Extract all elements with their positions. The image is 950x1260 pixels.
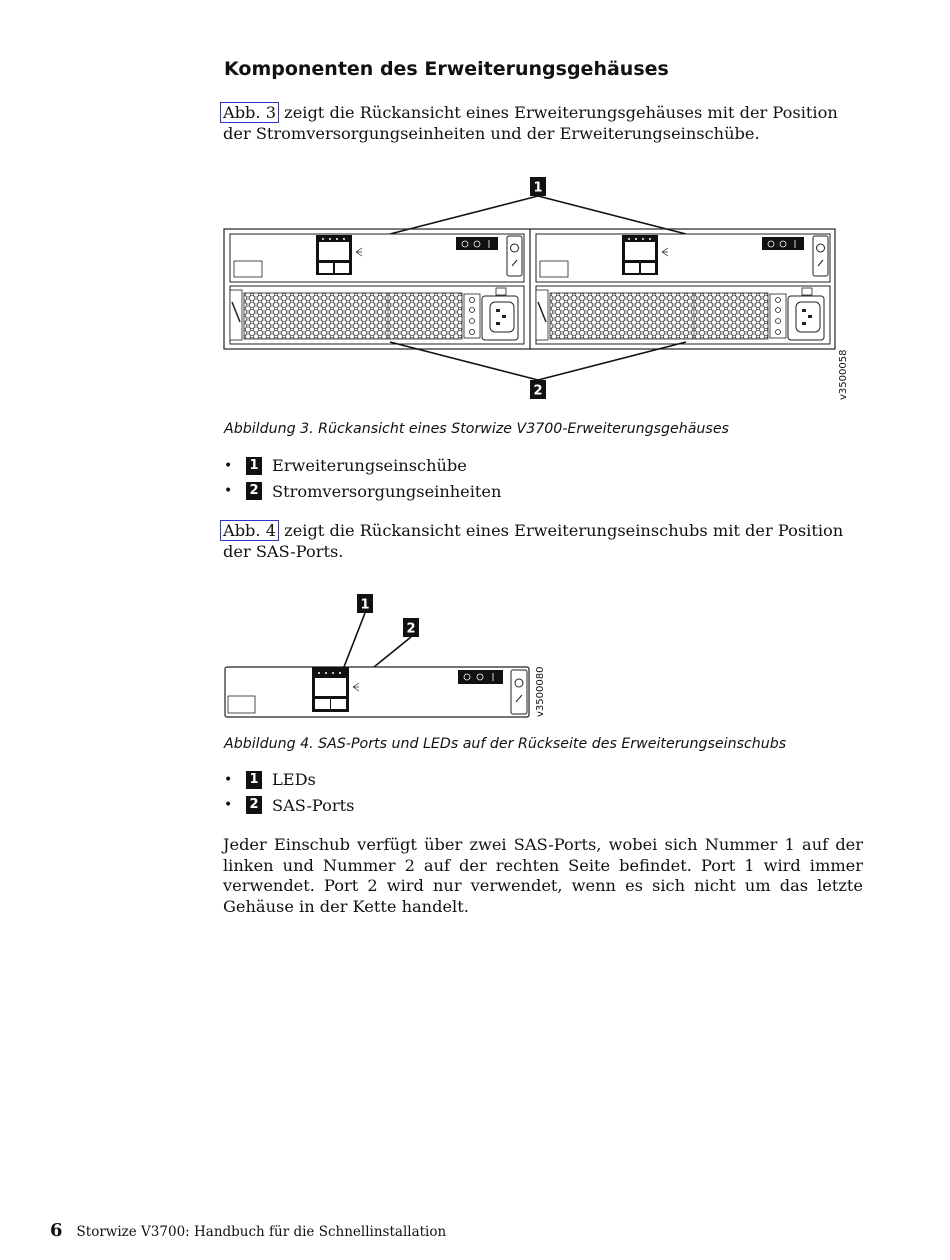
svg-text:1: 1 (533, 180, 543, 196)
svg-text:2: 2 (533, 383, 543, 399)
list-item: • 1 Erweiterungseinschübe (224, 456, 467, 476)
intro-paragraph-figure-3-text: zeigt die Rückansicht eines Erweiterungsgehäuses mit der Position der Stromversorgungseinheiten und der Erweiterungseinschübe. (223, 103, 838, 143)
page-number: 6 (50, 1220, 63, 1241)
figure-3-legend (224, 453, 501, 504)
svg-text:2: 2 (406, 621, 416, 637)
figure-4-id-label: v3500080 (535, 666, 546, 717)
figure-3-link[interactable]: Abb. 3 (220, 102, 279, 123)
page-footer (50, 1220, 446, 1241)
figure-4-link[interactable]: Abb. 4 (220, 520, 279, 541)
intro-paragraph-figure-4 (223, 521, 863, 562)
figure-3-rear-view (220, 172, 860, 404)
footer-title: Storwize V3700: Handbuch für die Schnellinstallation (76, 1224, 447, 1240)
figure-3-callout-2 (530, 380, 546, 399)
figure-4-legend (224, 767, 354, 818)
list-item: • 2 SAS-Ports (224, 795, 355, 815)
figure-3-id-label: v3500058 (838, 349, 849, 400)
figure-4-canister-rear (220, 590, 560, 722)
figure-3-caption: Abbildung 3. Rückansicht eines Storwize V3700-Erweiterungsgehäuses (224, 421, 729, 437)
figure-4-callout-2 (403, 618, 419, 637)
figure-4-caption: Abbildung 4. SAS-Ports und LEDs auf der Rückseite des Erweiterungseinschubs (224, 736, 787, 752)
intro-paragraph-figure-4-text: zeigt die Rückansicht eines Erweiterungseinschubs mit der Position der SAS-Ports. (223, 521, 844, 561)
figure-3-callout-1 (530, 177, 546, 196)
list-item: • 1 LEDs (224, 770, 316, 790)
sas-ports-paragraph: Jeder Einschub verfügt über zwei SAS-Ports, wobei sich Nummer 1 auf der linken und Nummer 2 auf der rechten Seite befindet. Port 1 wird immer verwendet. Port 2 wird nur verwendet, wenn es sich nicht um das letzte Gehäuse in der Kette handelt. (223, 835, 863, 916)
section-heading: Komponenten des Erweiterungsgehäuses (224, 58, 669, 80)
svg-text:1: 1 (360, 597, 370, 613)
figure-4-callout-1 (357, 594, 373, 613)
list-item: • 2 Stromversorgungseinheiten (224, 481, 502, 501)
intro-paragraph-figure-3 (223, 103, 863, 144)
